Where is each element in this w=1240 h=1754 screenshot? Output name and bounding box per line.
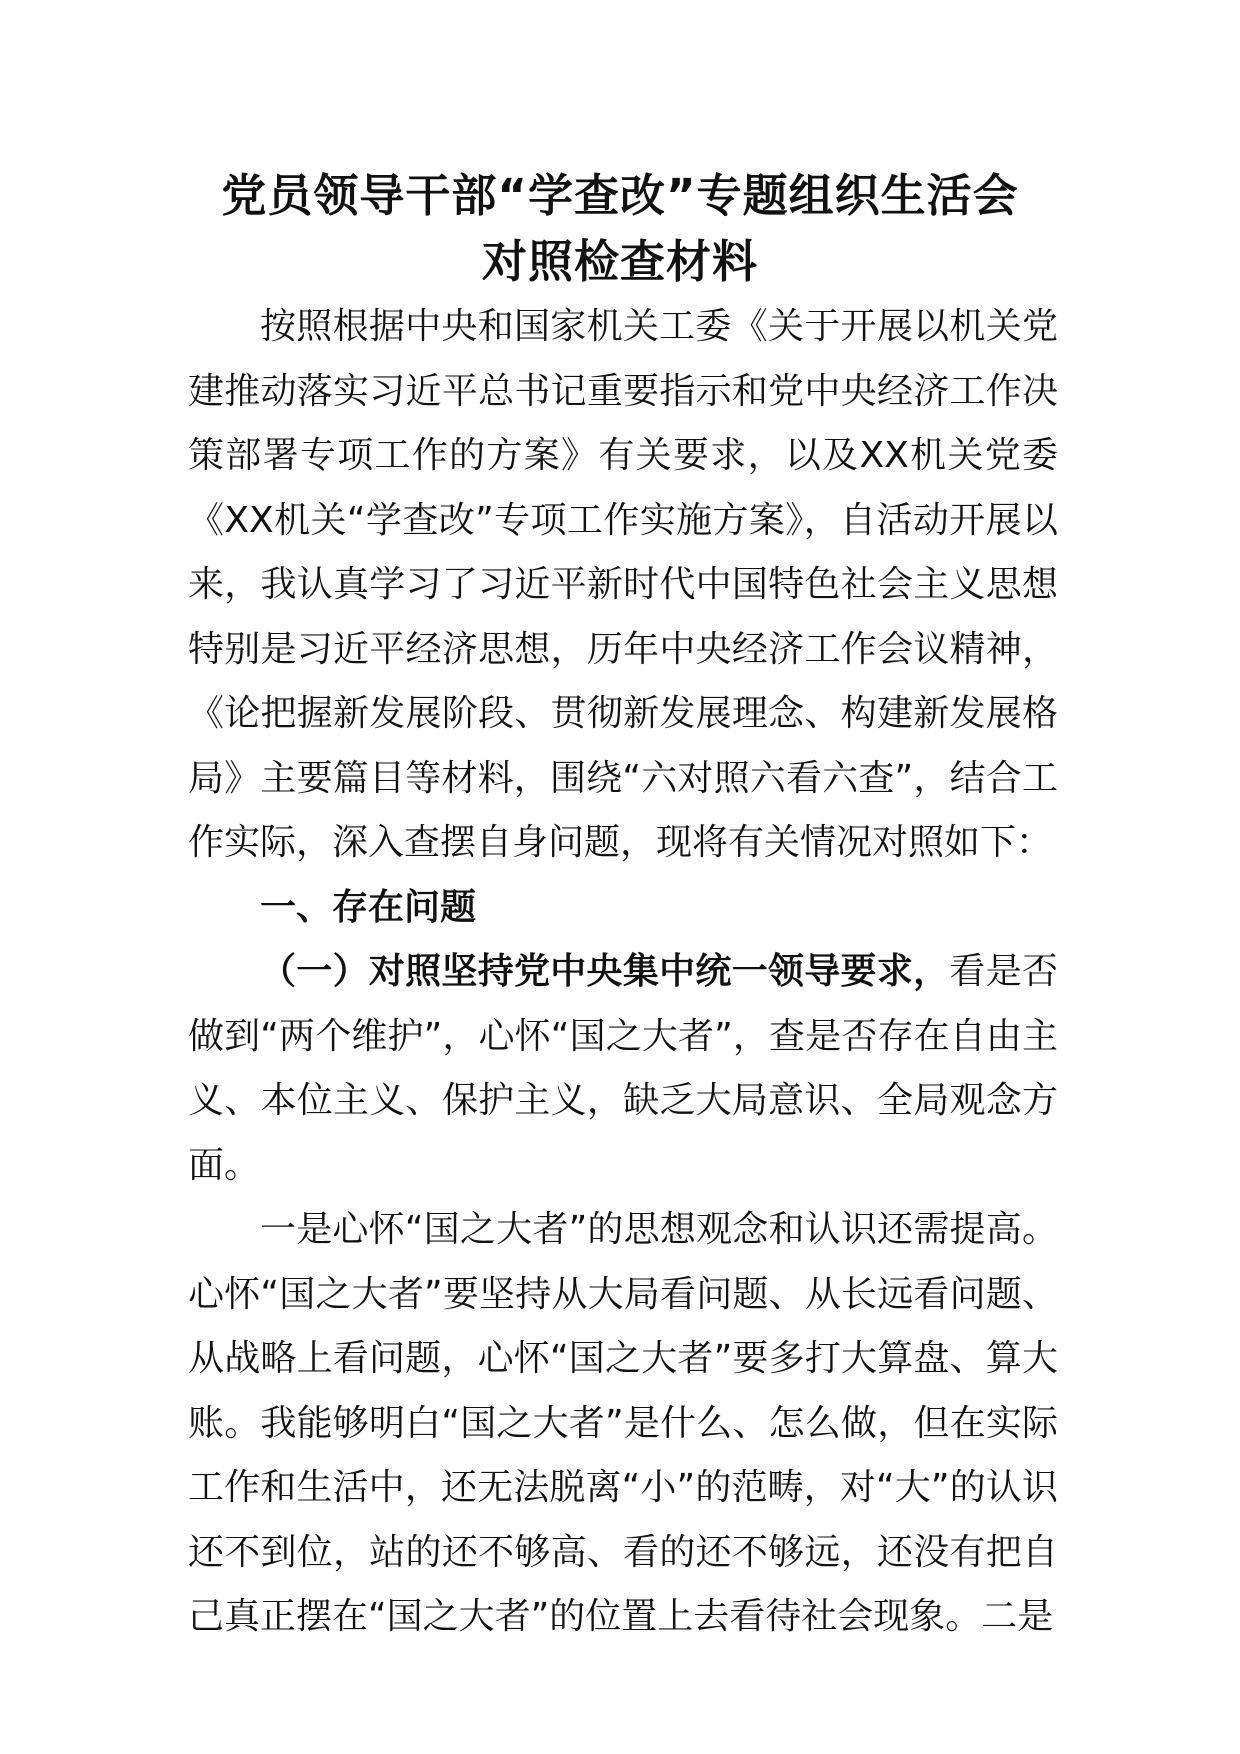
subsection-1-paragraph (188, 940, 1058, 1198)
intro-paragraph: 按照根据中央和国家机关工委《关于开展以机关党建推动落实习近平总书记重要指示和党中央经济工作决策部署专项工作的方案》有关要求，以及XX机关党委《XX机关“学查改”专项工作实施方案》，自活动开展以来，我认真学习了习近平新时代中国特色社会主义思想特别是习近平经济思想，历年中央经济工作会议精神，《论把握新发展阶段、贯彻新发展理念、构建新发展格局》主要篇目等材料，围绕“六对照六看六查”，结合工作实际，深入查摆自身问题，现将有关情况对照如下： (188, 306, 1058, 863)
section-heading-problems: 一、存在问题 (260, 886, 477, 928)
document-body (188, 295, 1058, 1650)
subsection-1-lead: （一）对照坚持党中央集中统一领导要求， (260, 951, 950, 992)
point-1-paragraph: 一是心怀“国之大者”的思想观念和认识还需提高。心怀“国之大者”要坚持从大局看问题、从长远看问题、从战略上看问题，心怀“国之大者”要多打大算盘、算大账。我能够明白“国之大者”是什么、怎么做，但在实际工作和生活中，还无法脱离“小”的范畴，对“大”的认识还不到位，站的还不够高、看的还不够远，还没有把自己真正摆在“国之大者”的位置上去看待社会现象。二是 (188, 1209, 1058, 1637)
subsection-1-text: 看是否做到“两个维护”，心怀“国之大者”，查是否存在自由主义、本位主义、保护主义，缺乏大局意识、全局观念方面。 (188, 951, 1058, 1186)
document-title-line2: 对照检查材料 (481, 235, 758, 288)
document-title-line1: 党员领导干部“学查改”专题组织生活会 (221, 169, 1019, 222)
